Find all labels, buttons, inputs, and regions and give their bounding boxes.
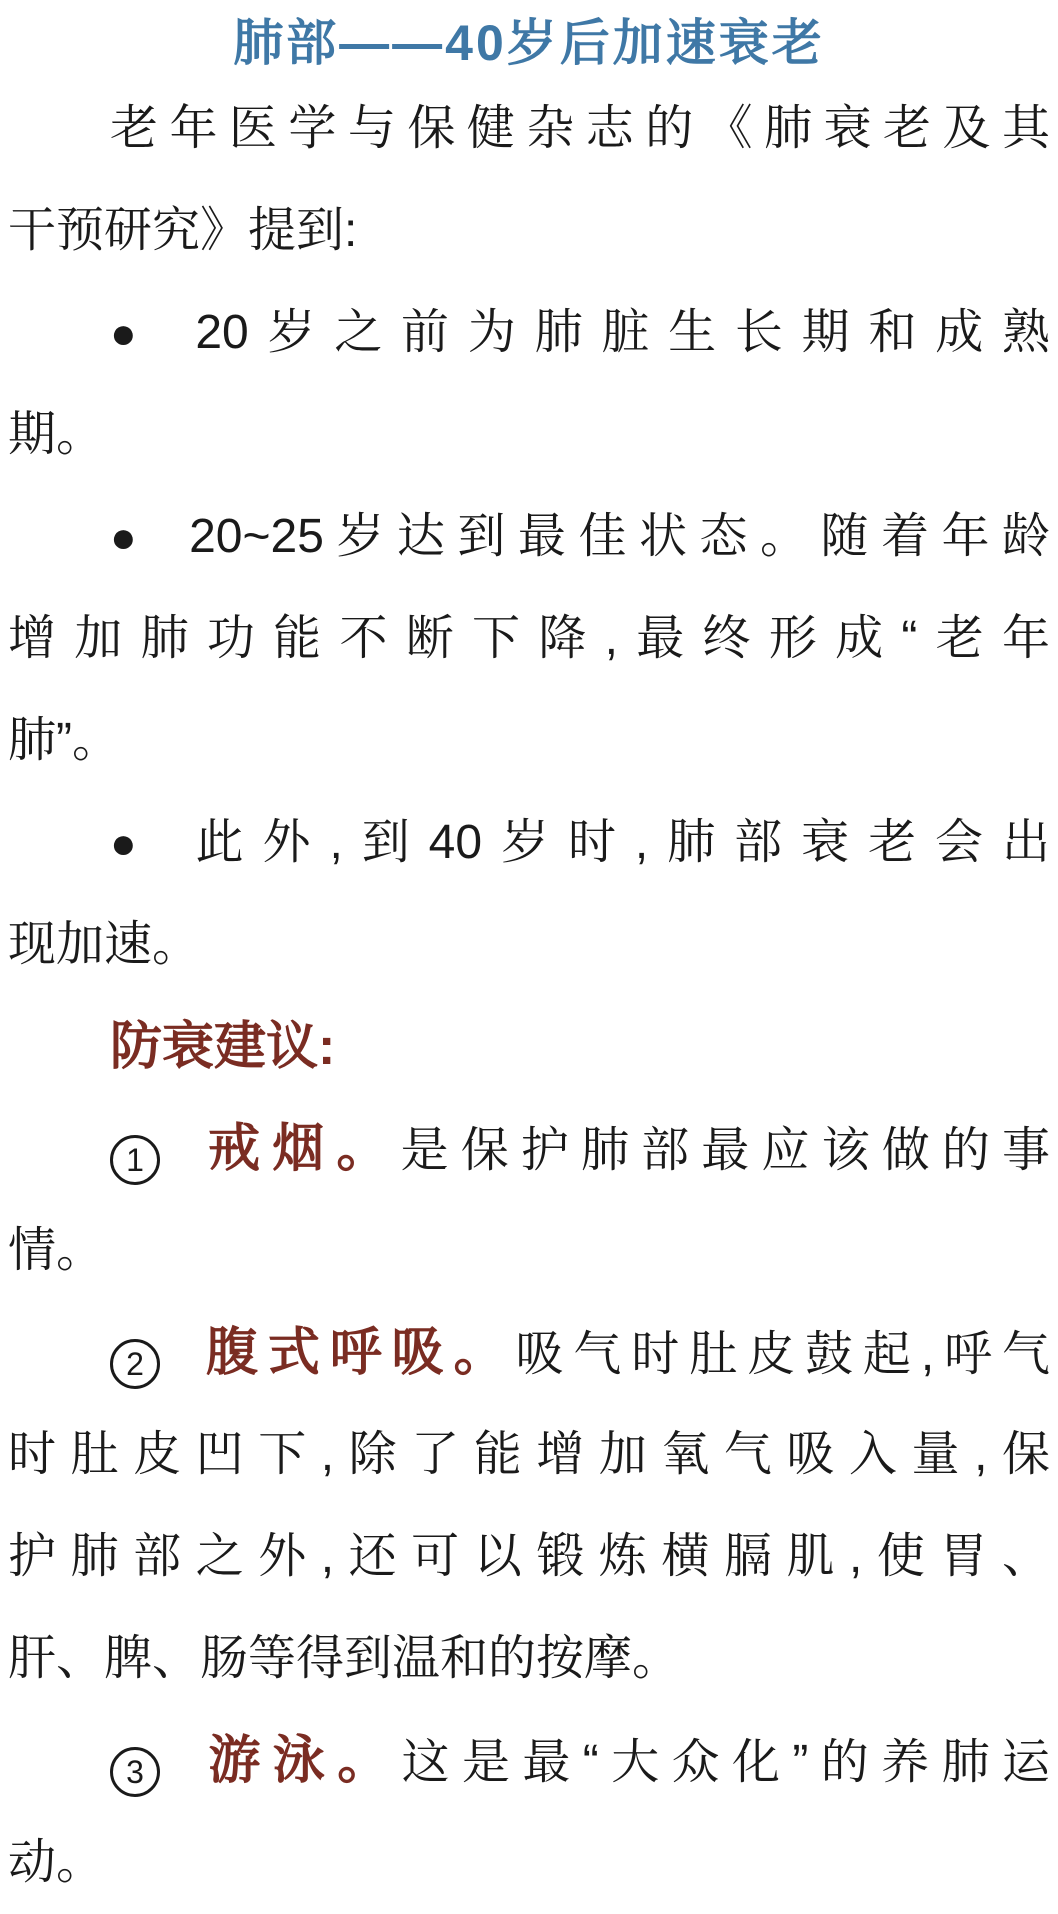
advice-keyword: 腹式呼吸。 (196, 1324, 516, 1382)
text-segment: 现加速。 (8, 918, 201, 971)
bullet-icon: ● (110, 513, 150, 562)
text-segment: 时肚皮凹下,除了能增加氧气吸入量,保 (8, 1428, 1050, 1481)
intro-paragraph-line (8, 180, 1050, 282)
article-title: 肺部——40岁后加速衰老 (233, 15, 825, 71)
circled-number: 3 (110, 1747, 160, 1797)
text-segment: 20岁之前为肺脏生长期和成熟 (195, 306, 1050, 359)
bullet-aging-accelerates-line (8, 792, 1050, 894)
text-segment: 肝、脾、肠等得到温和的按摩。 (8, 1632, 681, 1685)
text-segment: 吸气时肚皮鼓起,呼气 (515, 1328, 1050, 1381)
article-body (0, 78, 1058, 1914)
bullet-growth-period-line (8, 282, 1050, 384)
circled-number: 2 (110, 1339, 160, 1389)
text-segment: 情。 (8, 1224, 105, 1277)
text-segment: 护肺部之外,还可以锻炼横膈肌,使胃、 (8, 1530, 1050, 1583)
bullet-aging-accelerates-line (8, 894, 1050, 996)
advice-3-swimming-line (8, 1710, 1050, 1812)
circled-number: 1 (110, 1135, 160, 1185)
bullet-icon: ● (110, 309, 156, 358)
advice-keyword: 游泳。 (196, 1732, 402, 1790)
text-segment: 干预研究》提到: (8, 204, 358, 257)
bullet-peak-state-line (8, 486, 1050, 588)
advice-3-swimming-line (8, 1812, 1050, 1914)
text-segment: 是保护肺部最应该做的事 (400, 1124, 1050, 1177)
advice-keyword: 戒烟。 (196, 1120, 401, 1178)
text-segment: 肺”。 (8, 714, 120, 767)
bullet-icon: ● (110, 819, 156, 868)
text-segment: 此外,到40岁时,肺部衰老会出 (195, 816, 1050, 869)
text-segment: 期。 (8, 408, 105, 461)
text-segment: 动。 (8, 1836, 105, 1889)
text-segment: 这是最“大众化”的养肺运 (401, 1736, 1050, 1789)
advice-heading-line (8, 996, 1050, 1098)
bullet-growth-period-line (8, 384, 1050, 486)
bullet-peak-state-line (8, 588, 1050, 690)
advice-2-abdominal-breathing-line (8, 1608, 1050, 1710)
intro-paragraph-line (8, 78, 1050, 180)
advice-2-abdominal-breathing-line (8, 1404, 1050, 1506)
advice-2-abdominal-breathing-line (8, 1302, 1050, 1404)
text-segment: 20~25岁达到最佳状态。随着年龄 (189, 510, 1050, 563)
advice-1-quit-smoking-line (8, 1098, 1050, 1200)
text-segment: 老年医学与保健杂志的《肺衰老及其 (110, 102, 1050, 155)
advice-heading-text: 防衰建议: (110, 1018, 336, 1076)
advice-1-quit-smoking-line (8, 1200, 1050, 1302)
advice-2-abdominal-breathing-line (8, 1506, 1050, 1608)
bullet-peak-state-line (8, 690, 1050, 792)
text-segment: 增加肺功能不断下降,最终形成“老年 (8, 612, 1050, 665)
